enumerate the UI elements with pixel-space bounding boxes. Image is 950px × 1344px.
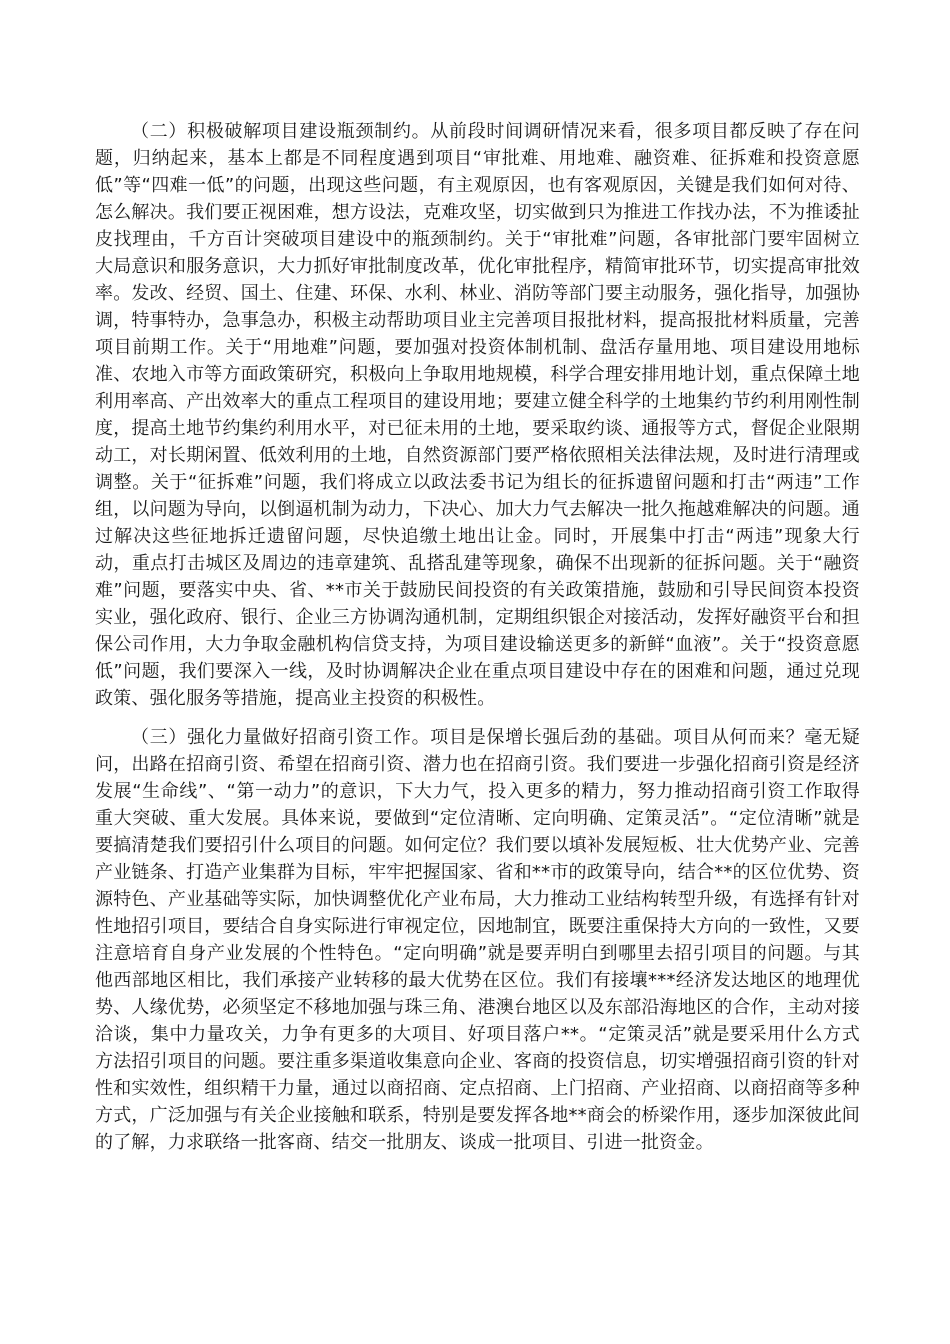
- paragraph-section-two: [95, 118, 860, 712]
- document-page: [95, 118, 860, 1156]
- section-two-heading: （二）积极破解项目建设瓶颈制约。: [131, 121, 431, 142]
- section-two-body: 从前段时间调研情况来看，很多项目都反映了存在问题，归纳起来，基本上都是不同程度遇到项目“审批难、用地难、融资难、征拆难和投资意愿低”等“四难一低”的问题，出现这些问题，有主观原因，也有客观原因，关键是我们如何对待、怎么解决。我们要正视困难，想方设法，克难攻坚，切实做到只为推进工作找办法，不为推诿扯皮找理由，千方百计突破项目建设中的瓶颈制约。关于“审批难”问题，各审批部门要牢固树立大局意识和服务意识，大力抓好审批制度改革，优化审批程序，精简审批环节，切实提高审批效率。发改、经贸、国土、住建、环保、水利、林业、消防等部门要主动服务，强化指导，加强协调，特事特办，急事急办，积极主动帮助项目业主完善项目报批材料，提高报批材料质量，完善项目前期工作。关于“用地难”问题，要加强对投资体制机制、盘活存量用地、项目建设用地标准、农地入市等方面政策研究，积极向上争取用地规模，科学合理安排用地计划，重点保障土地利用率高、产出效率大的重点工程项目的建设用地；要建立健全科学的土地集约节约利用刚性制度，提高土地节约集约利用水平，对已征未用的土地，要采取约谈、通报等方式，督促企业限期动工，对长期闲置、低效利用的土地，自然资源部门要严格依照相关法律法规，及时进行清理或调整。关于“征拆难”问题，我们将成立以政法委书记为组长的征拆遗留问题和打击“两违”工作组，以问题为导向，以倒逼机制为动力，下决心、加大力气去解决一批久拖越难解决的问题。通过解决这些征地拆迁遗留问题，尽快追缴土地出让金。同时，开展集中打击“两违”现象大行动，重点打击城区及周边的违章建筑、乱搭乱建等现象，确保不出现新的征拆问题。关于“融资难”问题，要落实中央、省、**市关于鼓励民间投资的有关政策措施，鼓励和引导民间资本投资实业，强化政府、银行、企业三方协调沟通机制，定期组织银企对接活动，发挥好融资平台和担保公司作用，大力争取金融机构信贷支持，为项目建设输送更多的新鲜“血液”。关于“投资意愿低”问题，我们要深入一线，及时协调解决企业在重点项目建设中存在的困难和问题，通过兑现政策、强化服务等措施，提高业主投资的积极性。: [95, 121, 860, 709]
- section-three-body: 项目是保增长强后劲的基础。项目从何而来？毫无疑问，出路在招商引资、希望在招商引资、潜力也在招商引资。我们要进一步强化招商引资是经济发展“生命线”、“第一动力”的意识，下大力气，投入更多的精力，努力推动招商引资工作取得重大突破、重大发展。具体来说，要做到“定位清晰、定向明确、定策灵活”。“定位清晰”就是要搞清楚我们要招引什么项目的问题。如何定位？我们要以填补发展短板、壮大优势产业、完善产业链条、打造产业集群为目标，牢牢把握国家、省和**市的政策导向，结合**的区位优势、资源特色、产业基础等实际，加快调整优化产业布局，大力推动工业结构转型升级，有选择有针对性地招引项目，要结合自身实际进行审视定位，因地制宜，既要注重保持大方向的一致性，又要注意培育自身产业发展的个性特色。“定向明确”就是要弄明白到哪里去招引项目的问题。与其他西部地区相比，我们承接产业转移的最大优势在区位。我们有接壤***经济发达地区的地理优势、人缘优势，必须坚定不移地加强与珠三角、港澳台地区以及东部沿海地区的合作，主动对接洽谈，集中力量攻关，力争有更多的大项目、好项目落户**。“定策灵活”就是要采用什么方式方法招引项目的问题。要注重多渠道收集意向企业、客商的投资信息，切实增强招商引资的针对性和实效性，组织精干力量，通过以商招商、定点招商、上门招商、产业招商、以商招商等多种方式，广泛加强与有关企业接触和联系，特别是要发挥各地**商会的桥梁作用，逐步加深彼此间的了解，力求联络一批客商、结交一批朋友、谈成一批项目、引进一批资金。: [95, 727, 860, 1153]
- paragraph-section-three: [95, 724, 860, 1156]
- section-three-heading: （三）强化力量做好招商引资工作。: [131, 727, 431, 748]
